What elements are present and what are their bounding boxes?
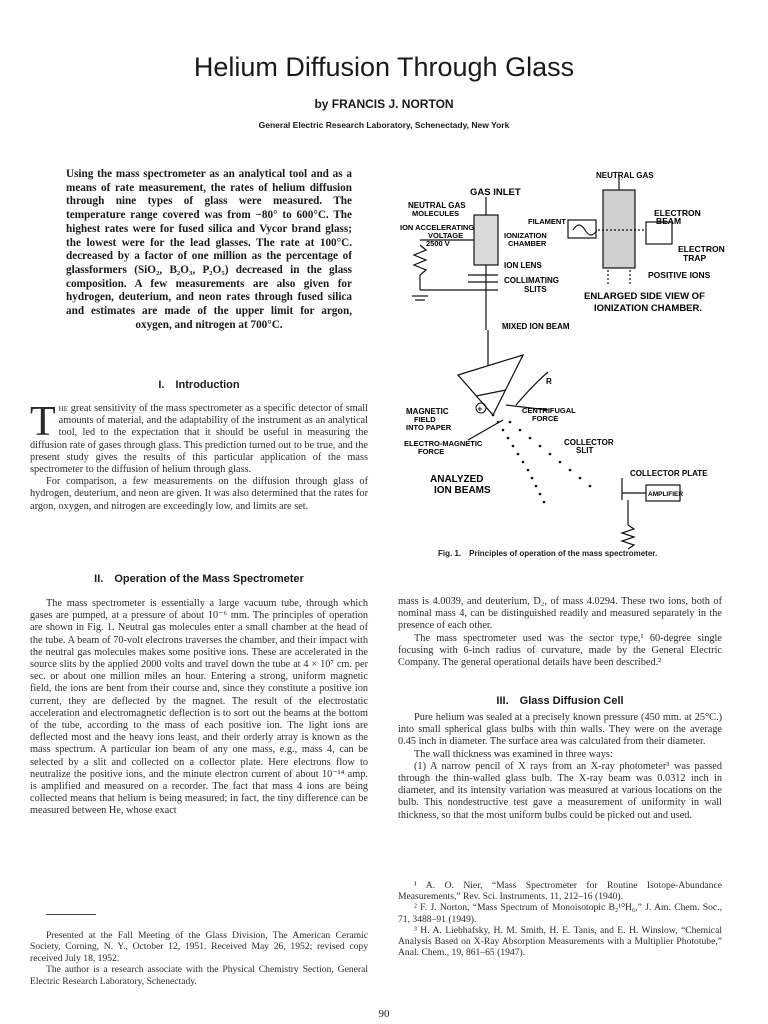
- footnote: [30, 930, 368, 987]
- drop-cap: T: [30, 399, 56, 445]
- reference-3: ³ H. A. Liebhafsky, H. M. Smith, H. E. Tanis, and E. H. Winslow, “Chemical Analysis Based on X-Ray Absorption Measurements with a Multiplier Phototube,” Anal. Chem., 19, 861–65 (1947).: [398, 924, 722, 959]
- label-collector-plate: COLLECTOR PLATE: [630, 469, 708, 478]
- reference-1: ¹ A. O. Nier, “Mass Spectrometer for Routine Isotope-Abundance Measurements,” Rev. Sci. Instruments, 11, 212–16 (1940).: [398, 880, 722, 903]
- magnetic-field-plus: +: [477, 404, 483, 414]
- abstract: Using the mass spectrometer as an analytical tool and as a means of rate measurement, the rates of helium diffusion through nine types of glass were measured. The temperature range covered was from −80° to 600°C. The highest rates were for fused silica and Vycor brand glass; the lowest were for the lead glasses. The rate at 100°C. decreased by a factor of one million as the percentage of glassformers (SiO₂, B₂O₃, P₂O₅) decreased in the glass composition. A few measurements are also given for hydrogen, deuterium, and neon rates through fused silica and estimates are made of the upper limit for argon, oxygen, and nitrogen at 700°C.: [66, 168, 352, 331]
- label-ionization-1: IONIZATION: [504, 231, 547, 240]
- operation-text-left: [30, 598, 368, 818]
- label-analyzed-2: ION BEAMS: [434, 485, 491, 496]
- author-byline: by FRANCIS J. NORTON: [314, 97, 454, 111]
- label-collimating-2: SLITS: [524, 285, 547, 294]
- operation-paragraph-1: The mass spectrometer is essentially a large vacuum tube, through which gases are pumped, at a pressure of about 10⁻⁶ mm. The principles of operation are shown in Fig. 1. Neutral gas molecules enter a small chamber at the head of the tube. A beam of 70-volt electrons traverses the chamber, and their impact with the neutral gas molecules makes some positive ions. These are accelerated in the source slits by the applied 2000 volts and travel down the tube at 4 × 10⁷ cm. per sec. or about one million miles an hour. Entering a strong, uniform magnetic field, the ions are bent from their course and, since they constitute a positive ion current, they are deflected by the magnet. The result of the electrostatic acceleration and electromagnetic deflection is to sort out the beams at the bottom of the tube, according to the mass of each positive ion. The light ions are deflected most and the heavy ions least, and their orderly array is known as the mass spectrum. A particular ion beam of any one mass, e.g., mass 4, can be selected by a slit and collected on a collector plate. Here electrons flow to neutralize the positive ions, and the minute electron current of about 10⁻¹⁴ amp. is amplified and measured on a recorder. The fact that mass 4 ions are being collected means that helium is being measured; in fact, the tiny difference can be measured between He, whose exact: [30, 598, 368, 817]
- label-enlarged-1: ENLARGED SIDE VIEW OF: [584, 291, 705, 302]
- footnote-paragraph-1: Presented at the Fall Meeting of the Glass Division, The American Ceramic Society, Corning, N. Y., October 12, 1951. Received May 26, 1952; revised copy received July 18, 1952.: [30, 930, 368, 964]
- label-ion-acc-3: 2500 V: [426, 239, 450, 248]
- label-collector-slit-2: SLIT: [576, 446, 594, 455]
- ionization-chamber-box: [474, 215, 498, 265]
- article-title: Helium Diffusion Through Glass: [193, 52, 575, 82]
- intro-heading: I. Introduction: [158, 379, 240, 391]
- label-electron-trap-1: ELECTRON: [678, 244, 725, 254]
- label-neutral-gas-top: NEUTRAL GAS: [596, 171, 654, 180]
- label-electron-trap-2: TRAP: [683, 253, 707, 263]
- radius-arc: [516, 372, 548, 405]
- diffusion-cell-heading: III. Glass Diffusion Cell: [496, 695, 624, 707]
- label-ionization-2: CHAMBER: [508, 239, 547, 248]
- label-radius: R: [546, 377, 552, 386]
- label-mixed-beam: MIXED ION BEAM: [502, 322, 570, 331]
- footnote-paragraph-2: The author is a research associate with the Physical Chemistry Section, General Electric Research Laboratory, Schenectady.: [30, 964, 368, 987]
- label-centrifugal-2: FORCE: [532, 414, 559, 423]
- label-ion-acc-2: VOLTAGE: [428, 231, 464, 240]
- references: [398, 880, 722, 958]
- label-magnetic-1: MAGNETIC: [406, 407, 449, 416]
- label-magnetic-2: FIELD: [414, 415, 436, 424]
- voltage-resistor: [414, 245, 426, 275]
- author-affiliation: General Electric Research Laboratory, Schenectady, New York: [258, 120, 510, 130]
- operation-paragraph-2: mass is 4.0039, and deuterium, D₂, of mass 4.0294. These two ions, both of nominal mass 4, can be distinguished readily and measured separately in the presence of each other.: [398, 596, 722, 632]
- label-amplifier: AMPLIFIER: [648, 491, 684, 498]
- footnote-rule: [46, 914, 96, 915]
- operation-paragraph-3: The mass spectrometer used was the sector type,¹ 60-degree single focusing with 6-inch radius of curvature, made by the General Electric Company. The general operational details have been described.²: [398, 632, 722, 669]
- cell-paragraph-1: Pure helium was sealed at a precisely known pressure (450 mm. at 25°C.) into small spherical glass bulbs with thin walls. They were on the average 0.45 inch in diameter. The surface area was calculated from their diameter.: [398, 712, 722, 748]
- label-filament: FILAMENT: [528, 217, 566, 226]
- operation-text-right: [398, 596, 722, 669]
- figure-mass-spectrometer: [398, 160, 728, 560]
- label-enlarged-2: IONIZATION CHAMBER.: [594, 303, 703, 314]
- label-magnetic-3: INTO PAPER: [406, 423, 452, 432]
- diffusion-cell-text: [398, 712, 722, 822]
- label-neutral-gas-1: NEUTRAL GAS: [408, 201, 466, 210]
- label-gas-inlet: GAS INLET: [470, 187, 521, 198]
- figure-caption: Fig. 1. Principles of operation of the mass spectrometer.: [438, 549, 658, 558]
- label-em-force-2: FORCE: [418, 447, 445, 456]
- intro-paragraph-1: great sensitivity of the mass spectrometer as a specific detector of small amounts of material, and the adaptability of the instrument as an analytical tool, led to the expectation that it should be useful in measuring the diffusion rate of gases through glass. This prediction turned out to be true, and the present study gives the results of this particular application of the mass spectrometer to the diffusion of helium through glass.: [30, 403, 368, 476]
- label-ion-lens: ION LENS: [504, 261, 542, 270]
- label-ion-acc-1: ION ACCELERATING: [400, 223, 475, 232]
- intro-text: [30, 399, 368, 513]
- intro-paragraph-2: For comparison, a few measurements on the diffusion through glass of hydrogen, deuterium, and neon are given. It was also determined that the rates for argon, oxygen, and nitrogen are exceedingly low, and limits are set.: [30, 476, 368, 512]
- analyzed-beam-dots: [492, 414, 592, 504]
- label-neutral-gas-2: MOLECULES: [412, 209, 460, 218]
- enlarged-chamber: [603, 190, 635, 268]
- page-number: 90: [378, 1008, 390, 1020]
- reference-2: ² F. J. Norton, “Mass Spectrum of Monoisotopic B₂¹⁰H₆,” J. Am. Chem. Soc., 71, 3488–91 (1949).: [398, 902, 722, 925]
- cell-paragraph-3: (1) A narrow pencil of X rays from an X-ray photometer³ was passed through the thin-walled glass bulb. The X-ray beam was 0.0312 inch in diameter, and its intensity variation was measured at various locations on the bulb. This nondestructive test gave a measurement of uniformity in wall thickness, so that the most uniform bulbs could be picked out and used.: [398, 760, 722, 821]
- label-positive-ions: POSITIVE IONS: [648, 270, 711, 280]
- label-em-force-1: ELECTRO-MAGNETIC: [404, 439, 483, 448]
- label-collimating-1: COLLIMATING: [504, 276, 559, 285]
- operation-heading: II. Operation of the Mass Spectrometer: [94, 573, 304, 585]
- label-analyzed-1: ANALYZED: [430, 474, 484, 485]
- label-electron-beam-2: BEAM: [656, 216, 682, 226]
- label-centrifugal-1: CENTRIFUGAL: [522, 406, 576, 415]
- recorder-resistor: [622, 525, 634, 549]
- label-electron-beam-1: ELECTRON: [654, 208, 701, 218]
- label-collector-slit-1: COLLECTOR: [564, 438, 614, 447]
- cell-paragraph-2: The wall thickness was examined in three ways:: [414, 748, 613, 760]
- intro-lead-word: he: [58, 403, 68, 414]
